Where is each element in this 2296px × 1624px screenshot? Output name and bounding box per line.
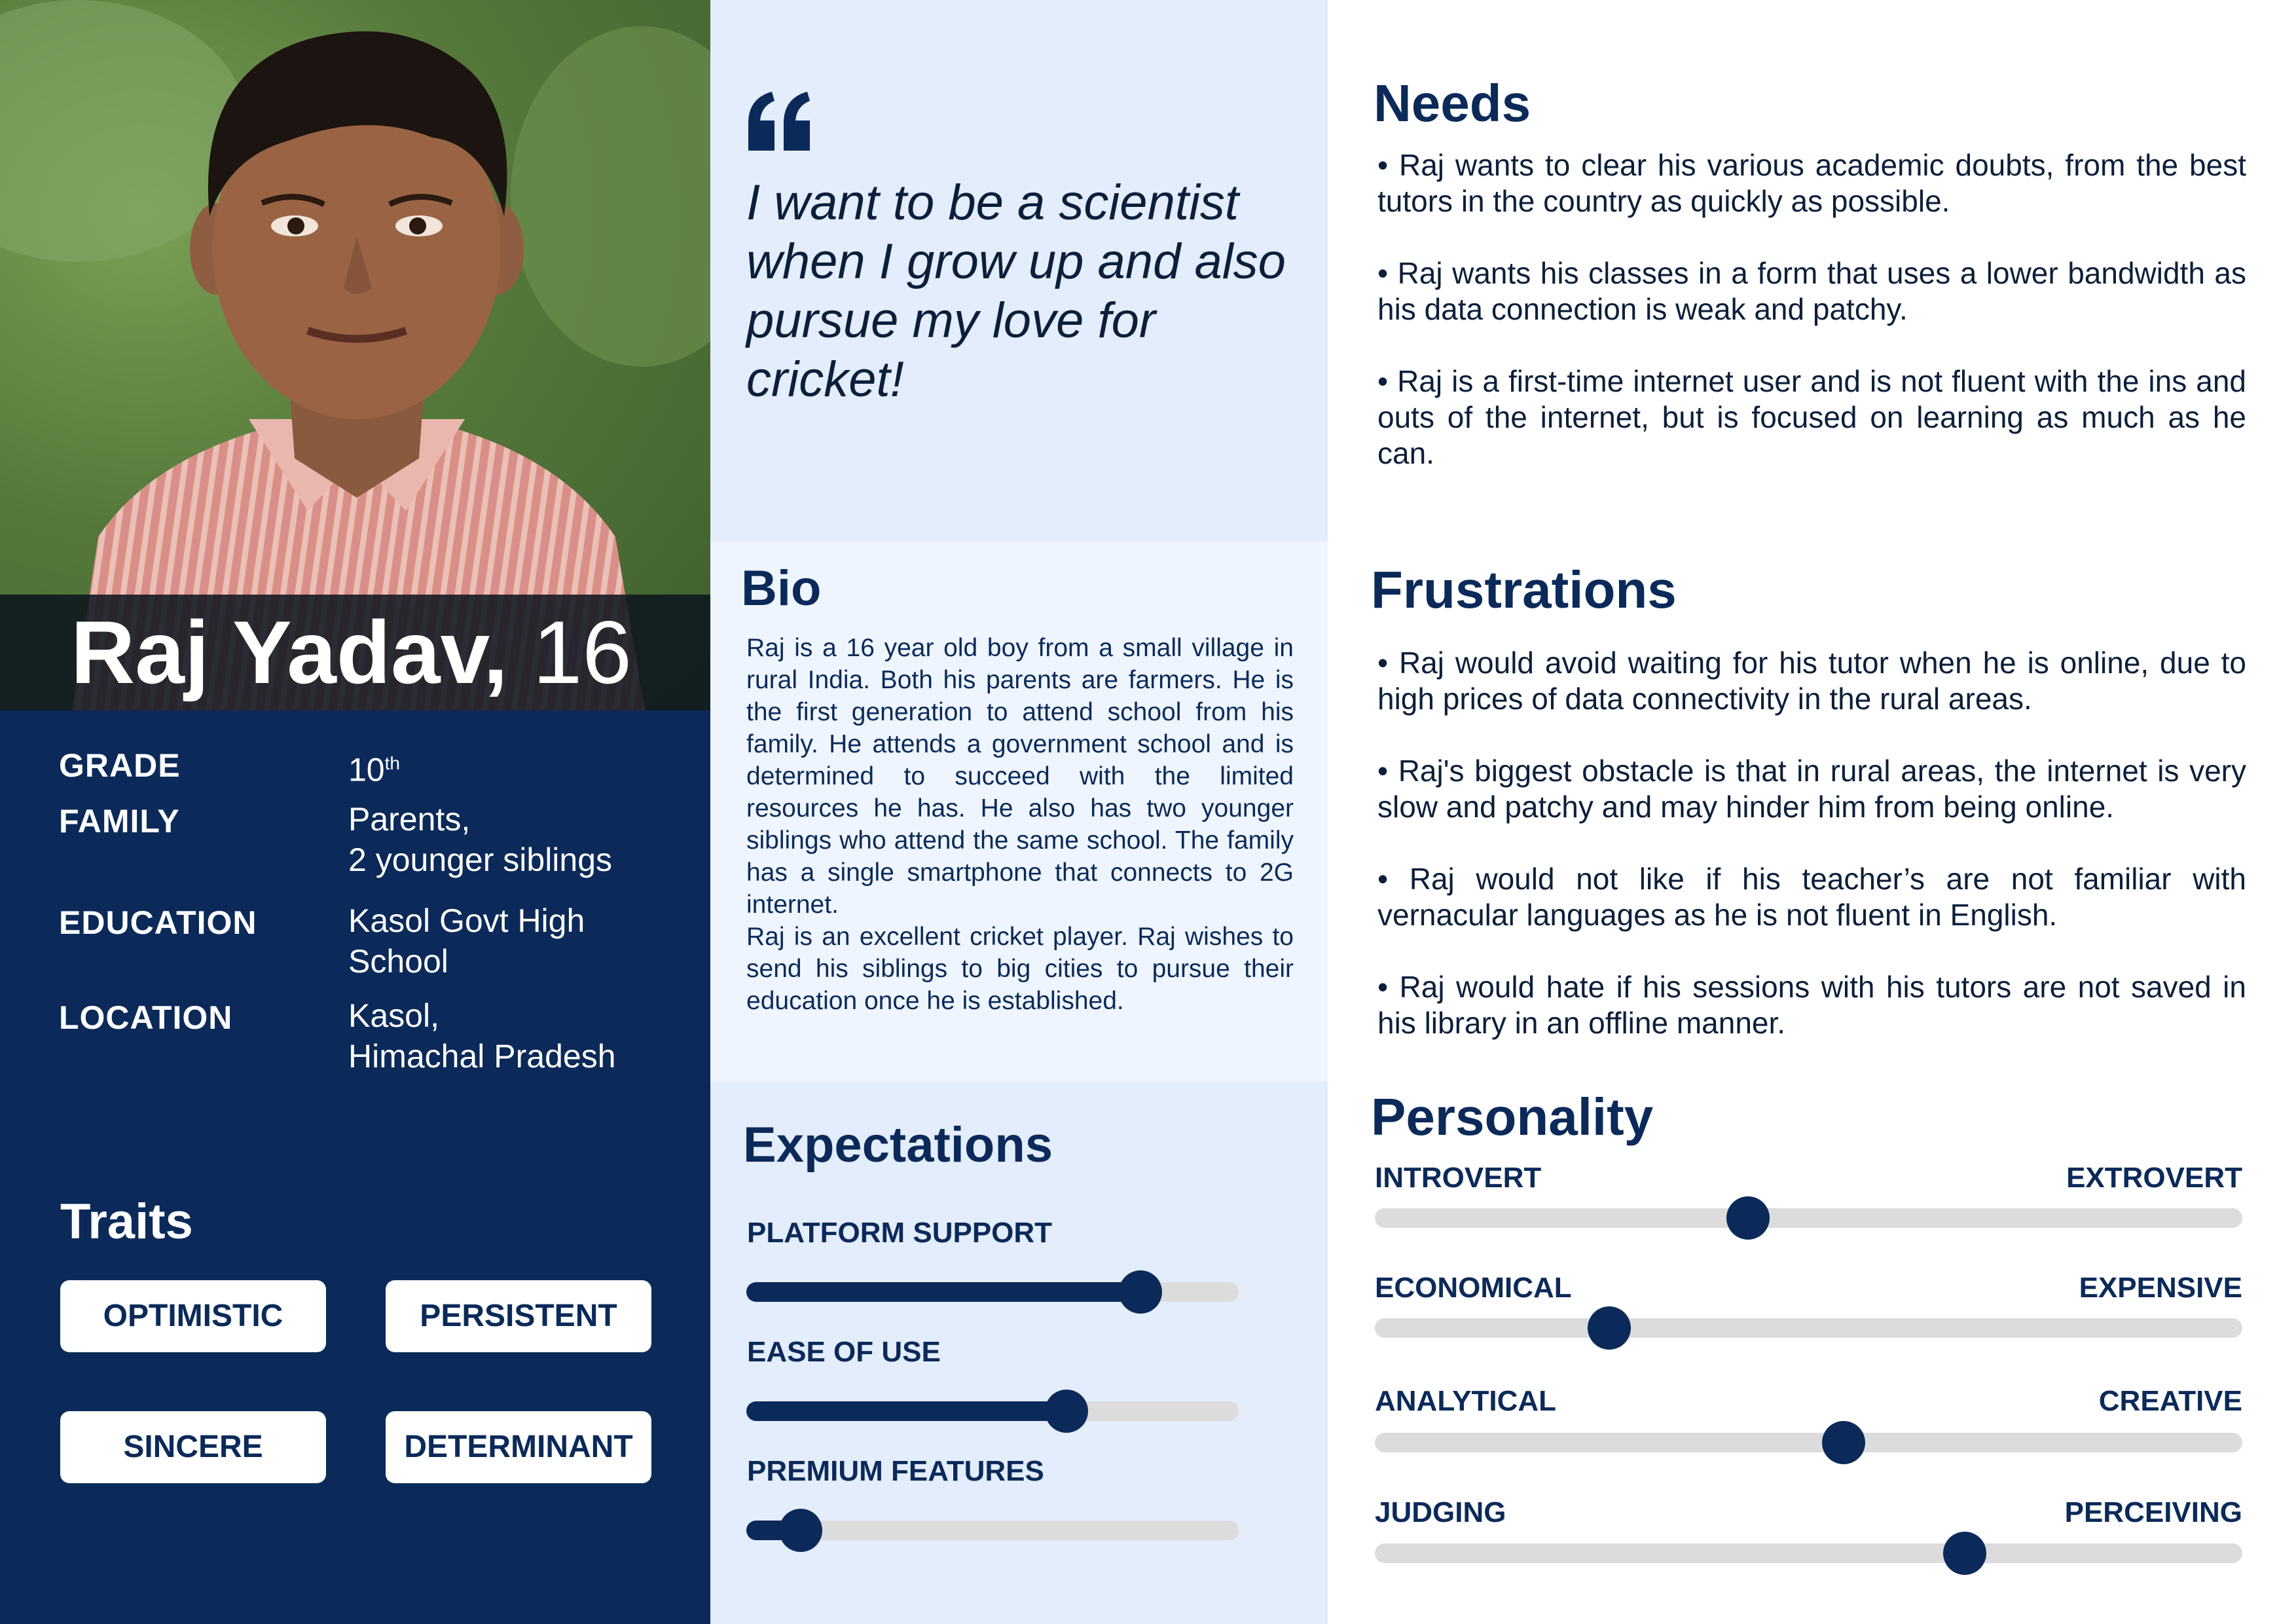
personality-left-label: ANALYTICAL	[1375, 1385, 1557, 1417]
personality-left-label: JUDGING	[1375, 1496, 1506, 1528]
personality-title: Personality	[1371, 1088, 1654, 1146]
bio-paragraph: Raj is a 16 year old boy from a small village in rural India. Both his parents are farmers. He is the first generation to attend school from his family. He attends a government school and is determined to succeed with the limited resources he has. He also has two younger siblings who attend the same school. The family has a single smartphone that connects to 2G internet.	[746, 634, 1294, 919]
exp-slider-knob	[1119, 1270, 1162, 1314]
exp-slider-platform-support	[746, 1282, 1239, 1302]
persona-name-text: Raj Yadav,	[71, 602, 508, 702]
trait-optimistic: OPTIMISTIC	[60, 1280, 326, 1352]
frustrations-item: • Raj's biggest obstacle is that in rural areas, the internet is very slow and patchy and may hinder him from being online.	[1377, 754, 2246, 824]
frustrations-item: • Raj would not like if his teacher’s are not familiar with vernacular languages as he is not fluent in English.	[1377, 862, 2246, 932]
exp-slider-knob	[1045, 1390, 1088, 1433]
quote-icon	[743, 92, 815, 151]
exp-slider-knob	[779, 1509, 822, 1552]
needs-item: • Raj is a first-time internet user and is not fluent with the ins and outs of the internet, but is focused on learning as much as he can.	[1377, 364, 2246, 470]
trait-determinant: DETERMINANT	[386, 1411, 651, 1483]
persona-quote: I want to be a scientist when I grow up and also pursue my love for cricket!	[746, 175, 1286, 407]
personality-slider-knob	[1588, 1306, 1631, 1350]
traits-title: Traits	[60, 1194, 193, 1249]
persona-name	[71, 595, 632, 710]
frustrations-title: Frustrations	[1371, 561, 1677, 619]
personality-right-label: PERCEIVING	[2064, 1496, 2242, 1528]
needs-title: Needs	[1374, 74, 1531, 132]
education-label: EDUCATION	[59, 904, 257, 941]
bio-paragraph: Raj is an excellent cricket player. Raj wishes to send his siblings to big cities to pursue their education once he is established.	[746, 923, 1294, 1015]
persona-age: 16	[532, 602, 632, 702]
needs-list	[1377, 147, 2246, 471]
frustrations-item: • Raj would avoid waiting for his tutor when he is online, due to high prices of data connectivity in the rural areas.	[1377, 646, 2246, 716]
exp-slider-fill	[746, 1282, 1140, 1302]
exp-slider-fill	[746, 1401, 1066, 1421]
bio-title: Bio	[741, 561, 822, 616]
needs-item: • Raj wants his classes in a form that uses a lower bandwidth as his data connection is weak and patchy.	[1377, 256, 2246, 326]
bio-text	[746, 632, 1294, 1017]
personality-right-label: EXTROVERT	[2066, 1162, 2242, 1194]
personality-slider-introvert-extrovert	[1375, 1208, 2242, 1228]
frustrations-list	[1377, 645, 2246, 1041]
personality-slider-economical-expensive	[1375, 1318, 2242, 1338]
exp-label-premium-features: PREMIUM FEATURES	[747, 1455, 1044, 1487]
education-value: Kasol Govt High School	[348, 902, 585, 980]
personality-left-label: INTROVERT	[1375, 1162, 1542, 1194]
family-label: FAMILY	[59, 803, 180, 840]
personality-left-label: ECONOMICAL	[1375, 1272, 1572, 1304]
trait-sincere: SINCERE	[60, 1411, 326, 1483]
needs-item: • Raj wants to clear his various academic doubts, from the best tutors in the country as quickly as possible.	[1377, 148, 2246, 218]
personality-right-label: CREATIVE	[2098, 1385, 2242, 1417]
personality-slider-knob	[1822, 1421, 1865, 1464]
grade-label: GRADE	[59, 747, 181, 784]
personality-slider-knob	[1943, 1532, 1986, 1575]
personality-slider-judging-perceiving	[1375, 1543, 2242, 1563]
exp-slider-premium-features	[746, 1521, 1239, 1540]
trait-persistent: PERSISTENT	[386, 1280, 651, 1352]
location-value: Kasol, Himachal Pradesh	[348, 997, 616, 1075]
expectations-title: Expectations	[743, 1117, 1053, 1173]
exp-slider-ease-of-use	[746, 1401, 1239, 1421]
exp-label-ease-of-use: EASE OF USE	[747, 1336, 941, 1368]
grade-value: 10th	[348, 751, 400, 788]
personality-slider-analytical-creative	[1375, 1433, 2242, 1452]
family-value: Parents, 2 younger siblings	[348, 801, 613, 878]
exp-label-platform-support: PLATFORM SUPPORT	[747, 1217, 1053, 1249]
personality-slider-knob	[1726, 1196, 1770, 1240]
frustrations-item: • Raj would hate if his sessions with his tutors are not saved in his library in an offline manner.	[1377, 970, 2246, 1040]
location-label: LOCATION	[59, 999, 233, 1036]
personality-right-label: EXPENSIVE	[2079, 1272, 2242, 1304]
